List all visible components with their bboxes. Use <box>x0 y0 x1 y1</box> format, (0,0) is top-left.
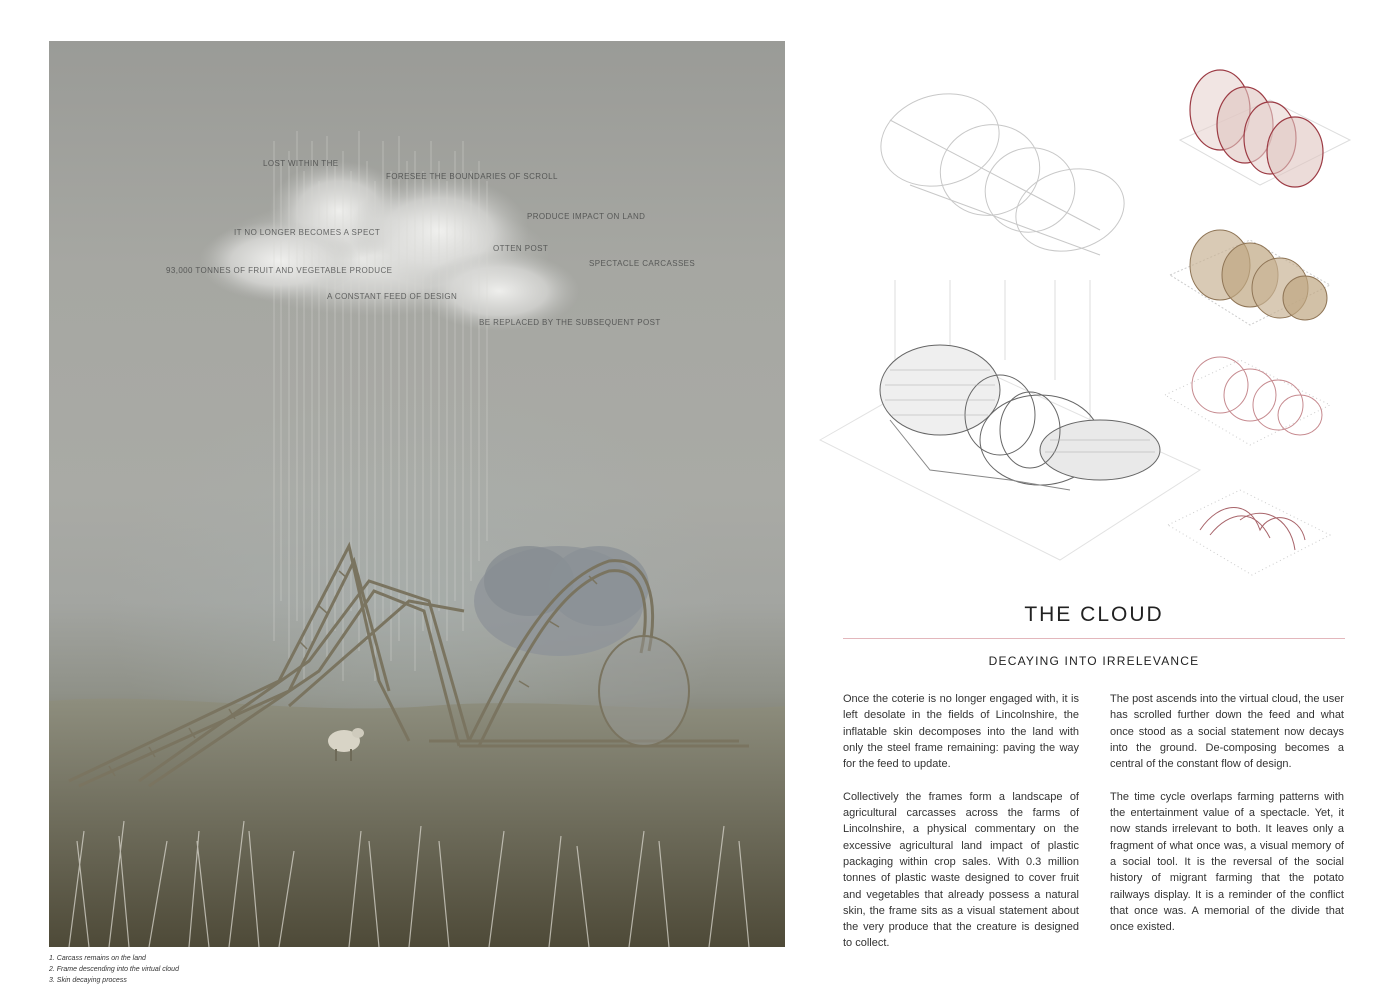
floating-text: OTTEN POST <box>493 244 549 253</box>
paragraph: Collectively the frames form a landscape of agricultural carcasses across the farms of Lincolnshire, a physical commentary on the excessive agricultural land impact of plastic packaging within crop sales. With 0.3 million tonnes of plastic waste designed to cover fruit and vegetables that already possess a natural skin, the frame sits as a visual statement about the very produce that the creature is designed to collect. <box>843 790 1079 950</box>
frame-drawing-main <box>820 345 1200 560</box>
caption-item: 1. Carcass remains on the land <box>49 955 146 962</box>
floating-text: 93,000 TONNES OF FRUIT AND VEGETABLE PRODUCE <box>166 266 393 275</box>
collage-image <box>49 41 785 947</box>
axonometric-drawings <box>800 60 1380 600</box>
skin-stage-4 <box>1168 490 1330 575</box>
page-title: THE CLOUD <box>1024 603 1164 626</box>
paragraph: The post ascends into the virtual cloud, the user has scrolled further down the feed and what once stood as a social statement now decays into the ground. De-composing becomes a central of the constant flow of design. <box>1110 693 1344 771</box>
disc-frame <box>599 636 689 746</box>
field <box>49 699 785 947</box>
skin-stage-1 <box>1180 70 1350 187</box>
floating-text: A CONSTANT FEED OF DESIGN <box>327 292 458 301</box>
text-column-left <box>843 691 1079 968</box>
floating-text: LOST WITHIN THE <box>263 159 339 168</box>
floating-text: PRODUCE IMPACT ON LAND <box>527 212 646 221</box>
frame-drawing-upper <box>870 81 1133 263</box>
paragraph: The time cycle overlaps farming patterns with the entertainment value of a spectacle. Yet, it now stands irrelevant to both. It leaves only a fragment of what once was, a visual memory of a social tool. It is the reversal of the social history of migrant farming that the potato railways display. It is a reminder of the conflict that once was. A memorial of the divide that once existed. <box>1110 790 1344 934</box>
title-divider <box>843 638 1345 639</box>
caption-item: 2. Frame descending into the virtual cloud <box>49 966 179 973</box>
page-subtitle: DECAYING INTO IRRELEVANCE <box>988 654 1200 668</box>
text-column-right <box>1110 691 1344 952</box>
skin-stage-3 <box>1165 357 1330 445</box>
image-captions <box>49 953 179 986</box>
floating-text: BE REPLACED BY THE SUBSEQUENT POST <box>479 318 661 327</box>
caption-item: 3. Skin decaying process <box>49 977 127 984</box>
skin-stage-2 <box>1170 230 1330 325</box>
floating-text: SPECTACLE CARCASSES <box>589 259 696 268</box>
paragraph: Once the coterie is no longer engaged with, it is left desolate in the fields of Lincolnshire, the inflatable skin decomposes into the land with only the steel frame remaining: paving the way for the feed to update. <box>843 693 1079 771</box>
floating-text: IT NO LONGER BECOMES A SPECT <box>234 228 381 237</box>
floating-text: FORESEE THE BOUNDARIES OF SCROLL <box>386 172 558 181</box>
